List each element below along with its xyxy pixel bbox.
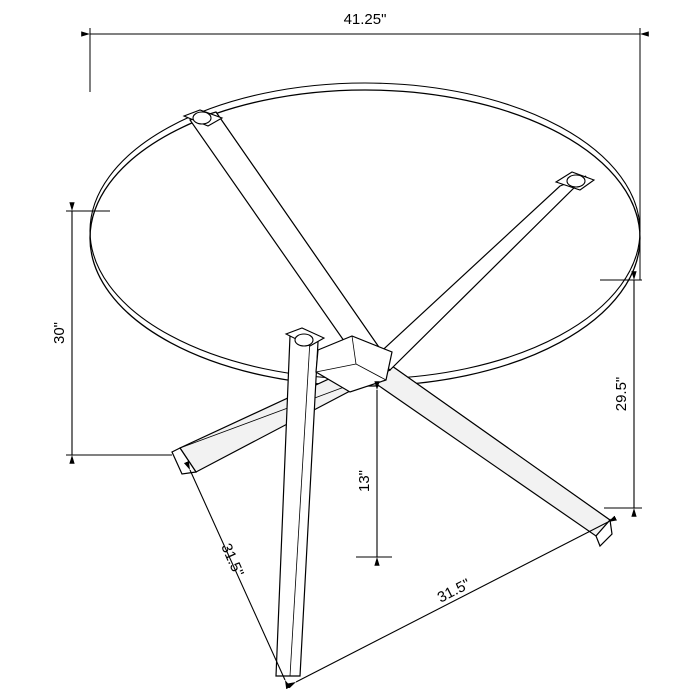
dimension-table-top-height: [600, 280, 642, 508]
overall-width-label: 41.25": [343, 11, 387, 28]
dimension-base-center-height: [356, 390, 392, 557]
spread-right-label: 31.5": [434, 575, 474, 607]
leg-hub-to-lower-right: [372, 366, 610, 536]
overall-height-label: 30": [51, 321, 68, 345]
mount-bolt-upper-left: [193, 112, 211, 124]
spread-left-label: 31.5": [217, 540, 247, 580]
dimension-base-spread-left: [190, 470, 285, 680]
dimension-base-spread-right: [296, 522, 608, 682]
top-height-label: 29.5": [613, 376, 630, 412]
leg-center-vertical: [276, 336, 318, 676]
base-center-label: 13": [356, 469, 373, 493]
spread-right-dim-line: [296, 522, 608, 682]
leg-lower-right-crease: [392, 366, 610, 520]
mount-bolt-upper-right: [567, 175, 585, 187]
mount-bolt-center-left: [295, 334, 313, 346]
